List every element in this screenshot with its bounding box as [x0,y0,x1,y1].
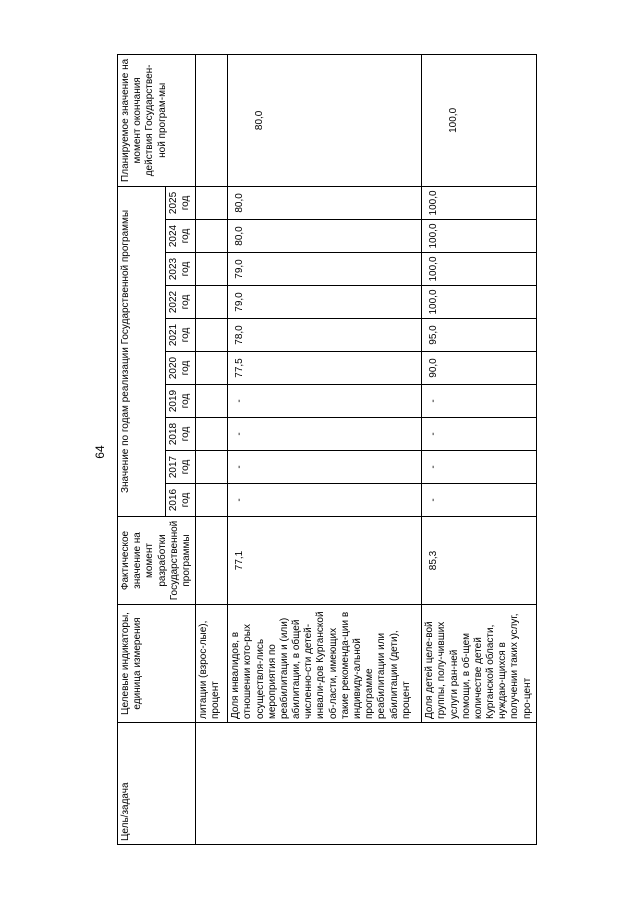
actual-cell: 85,3 [422,517,537,605]
indicator-cell: Доля детей целе-вой группы, полу-чивших услуги ран-ней помощи, в об-щем количестве детей Курганской области, нуждаю-щихся в получении таких услуг, про-цент [422,605,537,723]
value-cell: 80,0 [228,186,422,219]
indicators-table [117,54,537,845]
year-header: 2024 год [165,220,195,253]
header-years-group: Значение по годам реализации Государственной программы [118,186,166,516]
year-header: 2020 год [165,352,195,385]
year-header: 2019 год [165,385,195,418]
page-number: 64 [93,445,107,459]
value-cell [196,286,228,319]
value-cell: - [228,418,422,451]
value-cell: - [422,484,537,517]
value-cell: 79,0 [228,253,422,286]
planned-cell: 80,0 [228,54,422,186]
value-cell [196,220,228,253]
value-cell: - [228,484,422,517]
header-planned: Планируемое значение на момент окончания действия Государствен-ной програм-мы [118,54,196,186]
value-cell: 77,5 [228,352,422,385]
value-cell [196,484,228,517]
value-cell [196,253,228,286]
value-cell: 95,0 [422,319,537,352]
value-cell: 90,0 [422,352,537,385]
goal-cell [196,723,537,845]
indicator-cell: литации (взрос-лые), процент [196,605,228,723]
actual-cell: 77,1 [228,517,422,605]
year-header: 2023 год [165,253,195,286]
value-cell: - [228,451,422,484]
year-header: 2018 год [165,418,195,451]
header-actual: Фактическое значение на момент разработки Государственной программы [118,517,196,605]
planned-cell: 100,0 [422,54,537,186]
value-cell [196,385,228,418]
year-header: 2016 год [165,484,195,517]
value-cell: 100,0 [422,253,537,286]
value-cell [196,418,228,451]
rotated-table-container [117,55,533,845]
value-cell: 78,0 [228,319,422,352]
value-cell: 100,0 [422,286,537,319]
header-goal: Цель/задача [118,723,196,845]
value-cell [196,186,228,219]
value-cell: - [228,385,422,418]
value-cell [196,352,228,385]
value-cell: - [422,385,537,418]
year-header: 2025 год [165,186,195,219]
year-header: 2021 год [165,319,195,352]
value-cell: 100,0 [422,220,537,253]
value-cell: 100,0 [422,186,537,219]
value-cell: - [422,451,537,484]
value-cell: - [422,418,537,451]
value-cell: 80,0 [228,220,422,253]
indicator-cell: Доля инвалидов, в отношении кото-рых осуществля-лись мероприятия по реабилитации и (или) абилитации, в общей численно-сти детей-инвали-дов Курганской об-ласти, имеющих такие рекоменда-ции в индивиду-альной программе реабилитации или абилитации (дети), процент [228,605,422,723]
value-cell [196,319,228,352]
header-indicators: Целевые индикаторы, единица измерения [118,605,196,723]
table-row [196,54,228,844]
year-header: 2022 год [165,286,195,319]
value-cell [196,451,228,484]
actual-cell [196,517,228,605]
year-header: 2017 год [165,451,195,484]
value-cell: 79,0 [228,286,422,319]
planned-cell [196,54,228,186]
